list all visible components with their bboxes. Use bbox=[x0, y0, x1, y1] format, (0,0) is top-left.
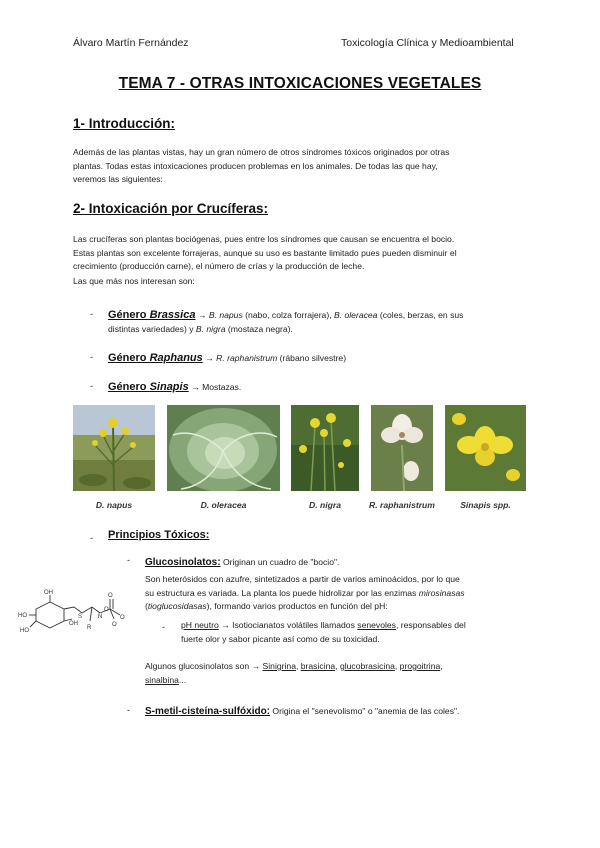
molecule-label: HO bbox=[18, 613, 27, 619]
molecule-label: O bbox=[108, 593, 113, 599]
photo-caption: Sinapis spp. bbox=[460, 500, 511, 510]
bullet-dash: - bbox=[90, 309, 93, 319]
species-name: R. raphanistrum bbox=[216, 353, 278, 363]
section-heading-intro: 1- Introducción: bbox=[73, 116, 175, 131]
intro-paragraph bbox=[73, 146, 528, 187]
smcso-label: S-metil-cisteína-sulfóxido: bbox=[145, 706, 271, 717]
genus-brassica: Género Brassica → B. napus (nabo, colza forrajera), B. oleracea (coles, berzas, en sus distintas variedades) y B. nigra (mostaza negra). bbox=[108, 309, 464, 334]
species-name: B. napus bbox=[208, 310, 243, 320]
raphanistrum-flower-illustration bbox=[371, 405, 433, 491]
cruciferas-line: Las crucíferas son plantas bociógenas, pues entre los síndromes que causan se encuentra el bocio. bbox=[73, 234, 455, 244]
photo-sinapis-spp bbox=[445, 405, 526, 491]
section-heading-cruciferas: 2- Intoxicación por Crucíferas: bbox=[73, 201, 269, 216]
glucosinolatos-list: Algunos glucosinolatos son → Sinigrina, brasicina, glucobrasicina, progoitrina, sinalbina... bbox=[145, 661, 443, 685]
bullet-dash: - bbox=[162, 622, 165, 632]
nigra-plant-illustration bbox=[291, 405, 359, 491]
intro-line: veremos las siguientes: bbox=[73, 174, 163, 184]
ph-neutro-label: pH neutro bbox=[181, 620, 219, 630]
list-item: brasicina bbox=[300, 661, 336, 671]
bullet-dash: - bbox=[90, 533, 93, 543]
cruciferas-line: Las que más nos interesan son: bbox=[73, 275, 195, 286]
molecule-label: R bbox=[87, 625, 92, 631]
cruciferas-line: Estas plantas son excelente forrajeras, aunque su uso es bastante limitado pues pueden disminuir el bbox=[73, 247, 457, 258]
genus-label: Género Raphanus bbox=[108, 352, 203, 364]
intro-line: plantas. Todas estas intoxicaciones producen problemas en los animales. De todas las que hay, bbox=[73, 160, 438, 171]
genus-sinapis: Género Sinapis → Mostazas. bbox=[108, 381, 242, 393]
species-name: B. oleracea bbox=[333, 310, 378, 320]
photo-d-oleracea bbox=[167, 405, 280, 491]
genus-name: Brassica bbox=[149, 309, 196, 321]
cruciferas-line: crecimiento (producción carne), el número de crías y la producción de leche. bbox=[73, 261, 365, 271]
molecule-label: HO bbox=[20, 628, 29, 634]
ph-neutro-item: pH neutro → Isotiocianatos volátiles llamados senevoles, responsables del fuerte olor y sabor picante así como de su toxicidad. bbox=[181, 620, 466, 644]
molecule-label: O bbox=[104, 607, 109, 613]
intro-line: Además de las plantas vistas, hay un gran número de otros síndromes tóxicos originados por otras bbox=[73, 147, 450, 157]
genus-raphanus: Género Raphanus → R. raphanistrum (rábano silvestre) bbox=[108, 352, 347, 364]
photo-caption: D. oleracea bbox=[200, 500, 247, 510]
header-subject: Toxicología Clínica y Medioambiental bbox=[341, 37, 514, 49]
species-name: B. nigra bbox=[195, 324, 226, 334]
genus-label: Género Sinapis bbox=[108, 381, 189, 393]
smcso-desc: Origina el "senevolismo" o "anemia de las coles". bbox=[270, 706, 460, 716]
bullet-dash: - bbox=[127, 705, 130, 715]
page-title: TEMA 7 - OTRAS INTOXICACIONES VEGETALES bbox=[118, 75, 482, 92]
photo-d-nigra bbox=[291, 405, 359, 491]
genus-label: Género Brassica bbox=[108, 309, 196, 321]
glucosinolatos-item bbox=[145, 552, 339, 570]
glucosinolatos-paragraph: Son heterósidos con azufre, sintetizados a partir de varios aminoácidos, por lo que su estructura es variada. La planta los puede hidrolizar por las enzimas mirosinasas (tioglucosidasas), formando varios productos en función del pH: bbox=[145, 574, 465, 611]
photo-caption: D. nigra bbox=[309, 500, 341, 510]
molecule-label: O bbox=[112, 622, 117, 628]
cruciferas-paragraph bbox=[73, 233, 528, 288]
list-item: sinalbina bbox=[145, 674, 179, 685]
photo-r-raphanistrum bbox=[371, 405, 433, 491]
glucosinolatos-label: Glucosinolatos: bbox=[145, 557, 221, 568]
molecule-label: OH bbox=[44, 590, 53, 596]
genus-name: Sinapis bbox=[149, 381, 189, 393]
glucosinolatos-desc: Originan un cuadro de "bocio". bbox=[220, 557, 340, 567]
molecule-label: O bbox=[120, 615, 125, 621]
list-item: progoitrina bbox=[399, 661, 441, 671]
molecule-label: S bbox=[78, 614, 83, 620]
photo-caption: D. napus bbox=[95, 500, 133, 510]
smcso-item bbox=[145, 701, 459, 719]
molecule-label: OH bbox=[69, 621, 78, 627]
list-item: glucobrasicina bbox=[339, 661, 395, 671]
photo-d-napus bbox=[73, 405, 155, 491]
genus-name: Raphanus bbox=[149, 352, 203, 364]
list-item: Sinigrina bbox=[262, 661, 296, 671]
glucosinolate-structure-diagram bbox=[14, 585, 139, 645]
toxic-principles-heading: Principios Tóxicos: bbox=[108, 529, 210, 541]
photo-caption: R. raphanistrum bbox=[369, 500, 435, 510]
header-author: Álvaro Martín Fernández bbox=[73, 37, 189, 49]
bullet-dash: - bbox=[90, 352, 93, 362]
napus-plant-illustration bbox=[73, 405, 155, 491]
bullet-dash: - bbox=[90, 381, 93, 391]
cabbage-illustration bbox=[167, 405, 280, 491]
sinapis-flower-illustration bbox=[445, 405, 526, 491]
molecule-label: N bbox=[98, 614, 103, 620]
bullet-dash: - bbox=[127, 555, 130, 565]
